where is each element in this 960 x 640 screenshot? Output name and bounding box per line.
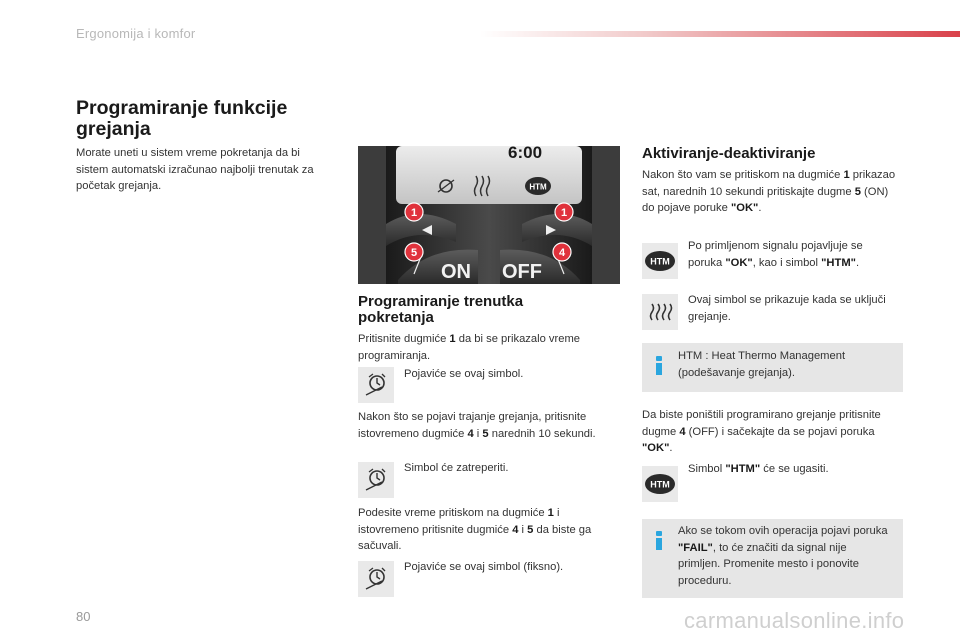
start-time-icon2-text: Simbol će zatreperiti. (404, 462, 509, 474)
start-time-heading: Programiranje trenutka pokretanja (358, 293, 524, 326)
activation-htm-text: Po primljenom signalu pojavljuje se poruka "OK", kao i simbol "HTM". (688, 240, 863, 269)
start-time-icon3-text: Pojaviće se ovaj simbol (fiksno). (404, 561, 564, 573)
timer-symbol-icon (358, 462, 394, 498)
activation-heading: Aktiviranje-deaktiviranje (642, 145, 816, 162)
activation-step1: Nakon što vam se pritiskom na dugmiće 1 prikazao sat, narednih 10 sekundi pritiskajte dugme 5 (ON) do pojave poruke "OK". (642, 169, 896, 214)
remote-htm-label: HTM (529, 182, 547, 192)
htm-icon-label: HTM (650, 256, 670, 267)
page-title: Programiranje funkcije grejanja (76, 97, 288, 140)
remote-button-5: 5 (410, 247, 418, 259)
remote-control-image (358, 146, 620, 284)
section-title: Ergonomija i komfor (76, 26, 196, 41)
htm-symbol-icon (642, 243, 678, 279)
start-time-step1: Pritisnite dugmiće 1 da bi se prikazalo vreme programiranja. (358, 333, 581, 362)
info-box-fail (642, 519, 903, 598)
activation-heat-text: Ovaj simbol se prikazuje kada se uključi grejanje. (688, 294, 886, 323)
start-time-icon1-text: Pojaviće se ovaj simbol. (404, 368, 524, 380)
activation-htm2-text: Simbol "HTM" će se ugasiti. (688, 463, 829, 475)
intro-text: Morate uneti u sistem vreme pokretanja da bi sistem automatski izračunao najbolji trenutak za početak grejanja. (76, 147, 314, 192)
start-time-step2: Nakon što se pojavi trajanje grejanja, pritisnite istovremeno dugmiće 4 i 5 narednih 10 sekundi. (358, 411, 596, 440)
info-box-htm (642, 343, 903, 392)
start-time-step3: Podesite vreme pritiskom na dugmiće 1 i istovremeno pritisnite dugmiće 4 i 5 da biste ga sačuvali. (358, 507, 592, 552)
remote-off-label: OFF (502, 261, 542, 283)
timer-symbol-icon (358, 367, 394, 403)
info-box-fail-text: Ako se tokom ovih operacija pojavi poruka "FAIL", to će značiti da signal nije primljen. Promenite mesto i ponovite proceduru. (678, 525, 888, 587)
page-number: 80 (76, 609, 91, 624)
remote-button-1-right: 1 (560, 207, 568, 219)
remote-button-4: 4 (558, 247, 566, 259)
remote-display-time: 6:00 (508, 146, 543, 162)
watermark: carmanualsonline.info (684, 608, 905, 633)
remote-button-1-left: 1 (410, 207, 418, 219)
htm-icon-label: HTM (650, 479, 670, 490)
header-accent-bar (480, 31, 960, 37)
htm-symbol-icon (642, 466, 678, 502)
heating-symbol-icon (642, 294, 678, 330)
timer-symbol-icon (358, 561, 394, 597)
remote-on-label: ON (441, 261, 471, 283)
info-box-htm-text: HTM : Heat Thermo Management (podešavanje grejanja). (678, 350, 846, 379)
activation-step2: Da biste poništili programirano grejanje pritisnite dugme 4 (OFF) i sačekajte da se pojavi poruka "OK". (642, 409, 881, 454)
